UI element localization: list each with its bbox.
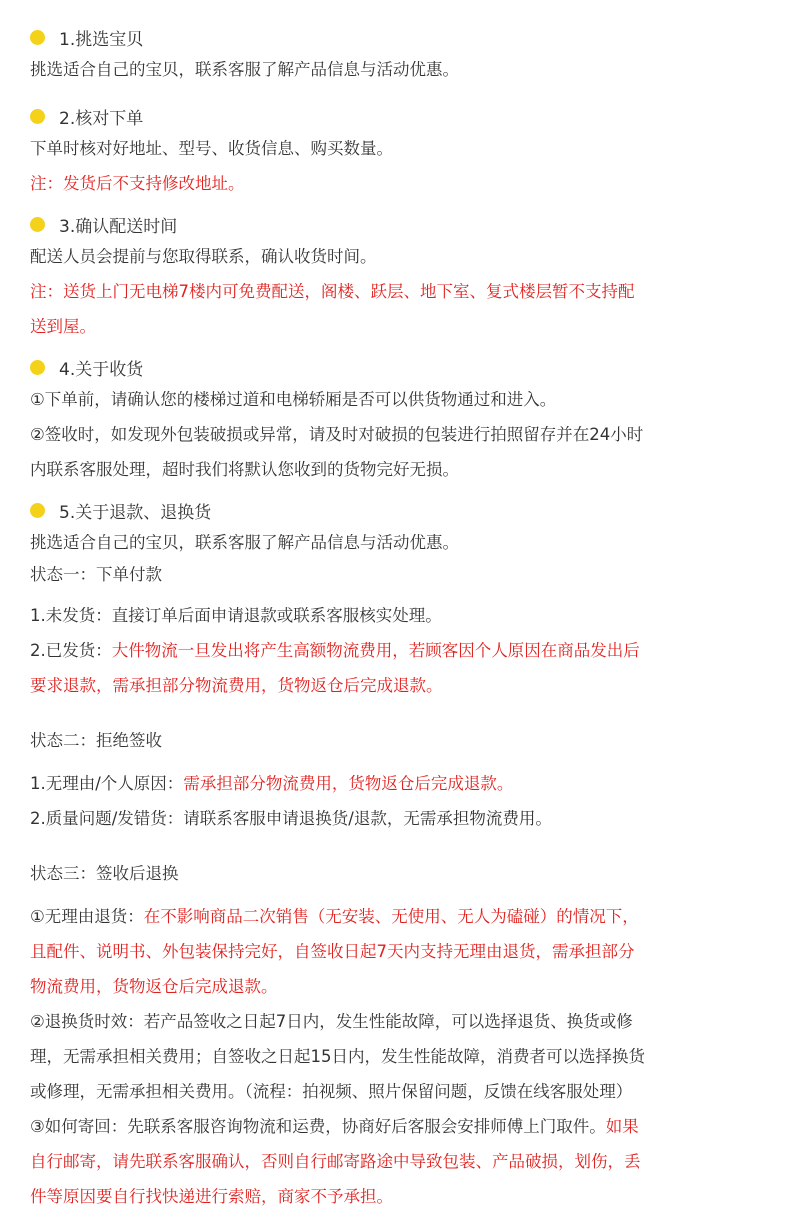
rule-prefix: ③如何寄回：先联系客服咨询物流和运费，协商好后客服会安排师傅上门取件。 xyxy=(30,1117,606,1136)
state-3-item-b: ②退换货时效：若产品签收之日起7日内，发生性能故障，可以选择退货、换货或修 xyxy=(30,1012,633,1031)
state-3-item-b-cont: 理，无需承担相关费用；自签收之日起15日内，发生性能故障，消费者可以选择换货 xyxy=(30,1047,645,1066)
rule-prefix: ①无理由退货： xyxy=(30,907,144,926)
state-1-rule-2 xyxy=(30,633,770,668)
state-2-title: 状态二：拒绝签收 xyxy=(30,731,162,750)
state-1-rule-2-cont: 要求退款，需承担部分物流费用，货物返仓后完成退款。 xyxy=(30,676,443,695)
section-text: 下单时核对好地址、型号、收货信息、购买数量。 xyxy=(30,139,393,158)
receipt-item-2-line: 内联系客服处理，超时我们将默认您收到的货物完好无损。 xyxy=(30,460,459,479)
state-1-rule-1: 1.未发货：直接订单后面申请退款或联系客服核实处理。 xyxy=(30,606,442,625)
bullet-dot-icon xyxy=(30,217,45,232)
service-notice xyxy=(30,22,770,1214)
bullet-dot-icon xyxy=(30,360,45,375)
section-3-heading xyxy=(30,209,770,239)
receipt-item-2-line: ②签收时，如发现外包装破损或异常，请及时对破损的包装进行拍照留存并在24小时 xyxy=(30,425,644,444)
state-3-title: 状态三：签收后退换 xyxy=(30,864,179,883)
section-text: 挑选适合自己的宝贝，联系客服了解产品信息与活动优惠。 xyxy=(30,60,459,79)
state-3-item-a xyxy=(30,899,770,934)
state-3-item-c-cont: 自行邮寄，请先联系客服确认，否则自行邮寄路途中导致包装、产品破损，划伤，丢 xyxy=(30,1152,641,1171)
section-title: 3.确认配送时间 xyxy=(59,216,178,237)
rule-prefix: 1.无理由/个人原因： xyxy=(30,774,184,793)
section-title: 5.关于退款、退换货 xyxy=(59,502,212,523)
rule-red-text: 在不影响商品二次销售（无安装、无使用、无人为磕碰）的情况下， xyxy=(143,907,639,926)
section-text: 配送人员会提前与您取得联系，确认收货时间。 xyxy=(30,247,377,266)
section-note-line: 注：送货上门无电梯7楼内可免费配送，阁楼、跃层、地下室、复式楼层暂不支持配 xyxy=(30,282,635,301)
rule-red-text: 大件物流一旦发出将产生高额物流费用，若顾客因个人原因在商品发出后 xyxy=(111,641,640,660)
receipt-item-1: ①下单前，请确认您的楼梯过道和电梯轿厢是否可以供货物通过和进入。 xyxy=(30,390,557,409)
section-title: 4.关于收货 xyxy=(59,359,144,380)
rule-red-text: 如果 xyxy=(605,1117,639,1136)
bullet-dot-icon xyxy=(30,109,45,124)
section-note-line: 送到屋。 xyxy=(30,317,96,336)
bullet-dot-icon xyxy=(30,30,45,45)
section-note: 注：发货后不支持修改地址。 xyxy=(30,174,245,193)
state-3-item-c xyxy=(30,1109,770,1144)
section-2-heading xyxy=(30,101,770,131)
rule-red-text: 需承担部分物流费用，货物返仓后完成退款。 xyxy=(183,774,514,793)
rule-prefix: 2.已发货： xyxy=(30,641,112,660)
state-1-title: 状态一：下单付款 xyxy=(30,565,162,584)
section-5-heading xyxy=(30,495,770,525)
state-3-item-c-cont: 件等原因要自行找快递进行索赔，商家不予承担。 xyxy=(30,1187,393,1206)
state-2-rule-2: 2.质量问题/发错货：请联系客服申请退换货/退款，无需承担物流费用。 xyxy=(30,809,552,828)
section-title: 1.挑选宝贝 xyxy=(59,29,144,50)
section-1-heading xyxy=(30,22,770,52)
state-3-item-a-cont: 且配件、说明书、外包装保持完好，自签收日起7天内支持无理由退货，需承担部分 xyxy=(30,942,635,961)
bullet-dot-icon xyxy=(30,503,45,518)
state-3-item-a-cont: 物流费用，货物返仓后完成退款。 xyxy=(30,977,278,996)
section-4-heading xyxy=(30,352,770,382)
state-3-item-b-cont: 或修理，无需承担相关费用。（流程：拍视频、照片保留问题，反馈在线客服处理） xyxy=(30,1082,633,1101)
section-title: 2.核对下单 xyxy=(59,108,144,129)
section-text: 挑选适合自己的宝贝，联系客服了解产品信息与活动优惠。 xyxy=(30,533,459,552)
state-2-rule-1 xyxy=(30,766,770,801)
